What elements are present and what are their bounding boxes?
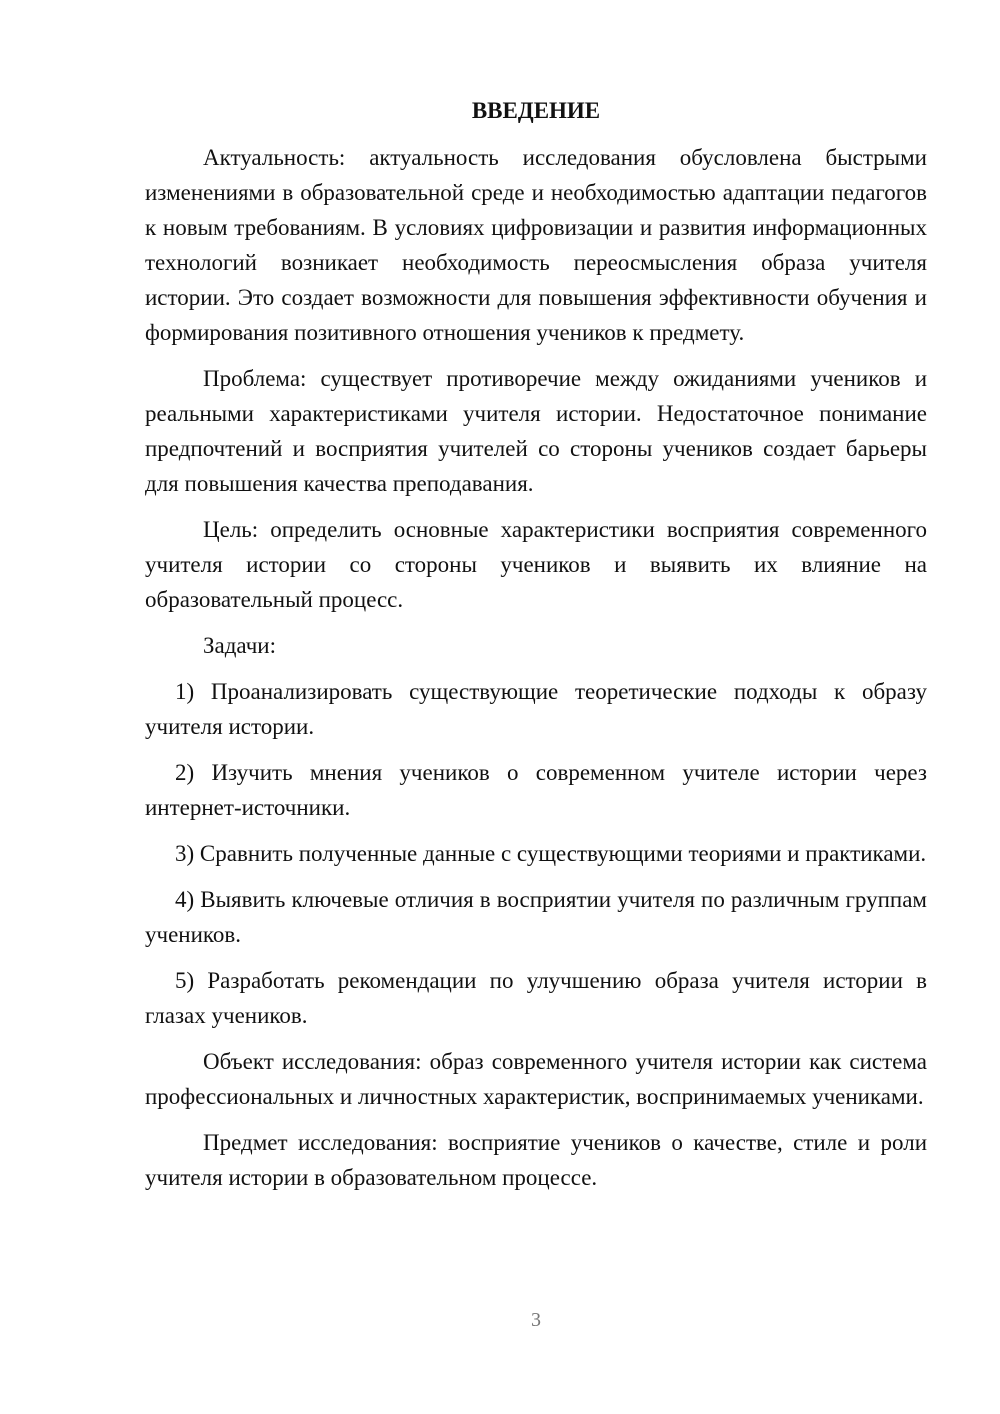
subject-paragraph: Предмет исследования: восприятие учеников о качестве, стиле и роли учителя истории в образовательном процессе.	[145, 1130, 927, 1190]
goal-paragraph: Цель: определить основные характеристики восприятия современного учителя истории со стороны учеников и выявить их влияние на образовательный процесс.	[145, 517, 927, 612]
task-item-5: 5) Разработать рекомендации по улучшению образа учителя истории в глазах учеников.	[145, 968, 927, 1028]
task-item-1: 1) Проанализировать существующие теоретические подходы к образу учителя истории.	[145, 679, 927, 739]
page-content	[145, 93, 927, 1206]
problem-paragraph: Проблема: существует противоречие между ожиданиями учеников и реальными характеристиками учителя истории. Недостаточное понимание предпочтений и восприятия учителей со стороны учеников создает барьеры для повышения качества преподавания.	[145, 366, 927, 496]
section-title: ВВЕДЕНИЕ	[471, 98, 601, 123]
task-item-4: 4) Выявить ключевые отличия в восприятии учителя по различным группам учеников.	[145, 887, 927, 947]
page-number: 3	[531, 1309, 541, 1331]
tasks-heading: Задачи:	[203, 633, 276, 658]
relevance-paragraph: Актуальность: актуальность исследования обусловлена быстрыми изменениями в образовательной среде и необходимостью адаптации педагогов к новым требованиям. В условиях цифровизации и развития информационных технологий возникает необходимость переосмысления образа учителя истории. Это создает возможности для повышения эффективности обучения и формирования позитивного отношения учеников к предмету.	[145, 145, 927, 345]
task-item-3: 3) Сравнить полученные данные с существующими теориями и практиками.	[175, 841, 927, 866]
task-item-2: 2) Изучить мнения учеников о современном учителе истории через интернет-источники.	[145, 760, 927, 820]
object-paragraph: Объект исследования: образ современного учителя истории как система профессиональных и личностных характеристик, воспринимаемых учениками.	[145, 1049, 927, 1109]
